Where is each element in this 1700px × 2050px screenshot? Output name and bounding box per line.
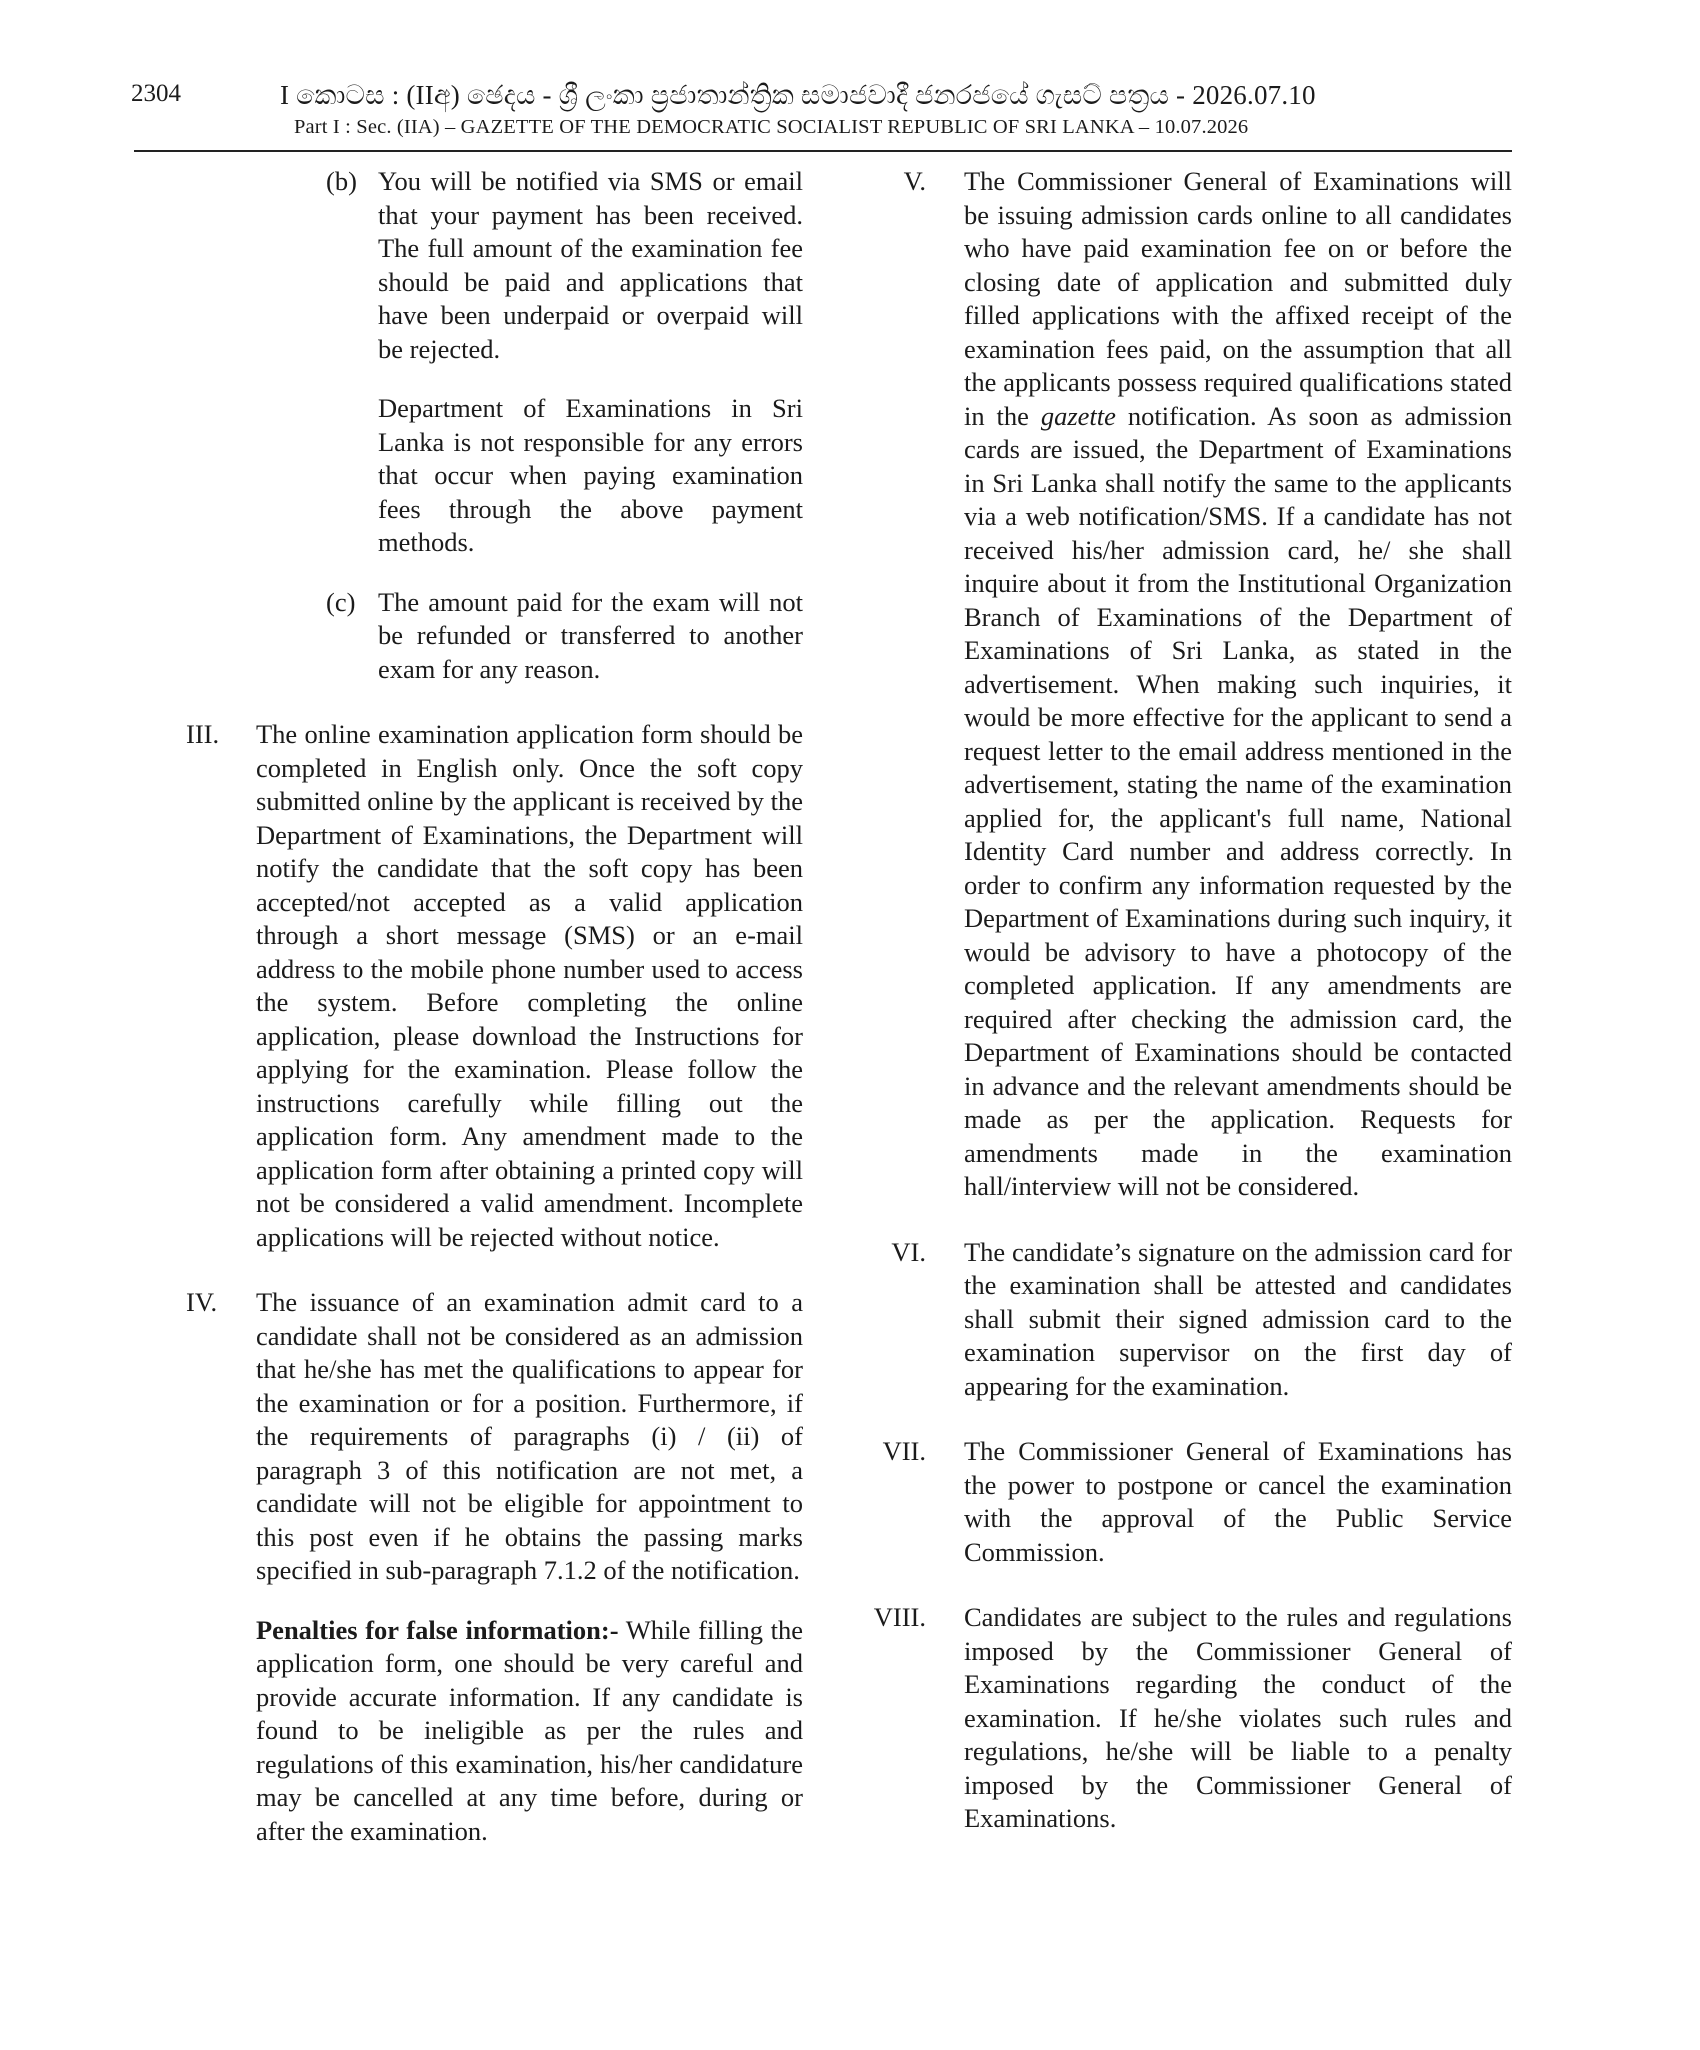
- item-viii-paragraph: Candidates are subject to the rules and regulations imposed by the Commissioner General of Examinations regarding the conduct of the examination. If he/she violates such rules and regulations, he/she will be liable to a penalty imposed by the Commissioner General of Examinations.: [964, 1602, 1512, 1833]
- item-v-italic-word: gazette: [1040, 400, 1116, 431]
- item-vii-marker: VII.: [882, 1436, 926, 1466]
- penalties-text: While filling the application form, one should be very careful and provide accurate information. If any candidate is found to be ineligible as per the rules and regulations of this examination, his/her candidature may be cancelled at any time before, during or after the examination.: [256, 1614, 803, 1846]
- item-vi-paragraph: The candidate’s signature on the admission card for the examination shall be attested and candidates shall submit their signed admission card to the examination supervisor on the first day of appearing for the examination.: [964, 1236, 1512, 1401]
- item-vi-marker: VI.: [891, 1236, 926, 1267]
- item-vii-paragraph: The Commissioner General of Examinations has the power to postpone or cancel the examination with the approval of the Public Service Commission.: [964, 1436, 1512, 1567]
- item-b-paragraph-2: Department of Examinations in Sri Lanka is not responsible for any errors that occur when paying examination fees through the above payment methods.: [378, 393, 803, 557]
- item-iv: [186, 1286, 803, 1848]
- header-rule: [134, 150, 1512, 152]
- item-c-paragraph: The amount paid for the exam will not be refunded or transferred to another exam for any reason.: [378, 586, 803, 684]
- item-iii: [186, 718, 803, 1254]
- item-viii: [862, 1601, 1512, 1836]
- item-iii-marker: III.: [186, 719, 220, 749]
- item-vii: [862, 1435, 1512, 1569]
- penalties-paragraph: [256, 1614, 803, 1849]
- header-sinhala-title: I කොටස : (IIඅ) ඡෙදය - ශ්‍රී ලංකා ප්‍රජාතාන්ත්‍රික සමාජවාදී ජනරජයේ ගැසට් පත්‍රය - 2026.07.10: [280, 80, 1316, 110]
- left-column: [186, 165, 803, 1848]
- item-b-paragraph-1: You will be notified via SMS or email that your payment has been received. The full amount of the examination fee should be paid and applications that have been underpaid or overpaid will be rejected.: [378, 166, 803, 364]
- item-iv-paragraph: The issuance of an examination admit card to a candidate shall not be considered as an admission that he/she has met the qualifications to appear for the examination or for a position. Furthermore, if the requirements of paragraphs (i) / (ii) of paragraph 3 of this notification are not met, a candidate will not be eligible for appointment to this post even if he obtains the passing marks specified in sub-paragraph 7.1.2 of the notification.: [256, 1287, 803, 1585]
- page-number: 2304: [131, 80, 181, 107]
- item-iii-paragraph: The online examination application form should be completed in English only. Once the soft copy submitted online by the applicant is received by the Department of Examinations, the Department will notify the candidate that the soft copy has been accepted/not accepted as a valid application through a short message (SMS) or an e-mail address to the mobile phone number used to access the system. Before completing the online application, please download the Instructions for applying for the examination. Please follow the instructions carefully while filling out the application form. Any amendment made to the application form after obtaining a printed copy will not be considered a valid amendment. Incomplete applications will be rejected without notice.: [256, 719, 803, 1252]
- item-viii-marker: VIII.: [873, 1602, 926, 1632]
- item-b-marker: (b): [326, 166, 357, 196]
- item-v-text-part-2: notification. As soon as admission cards are issued, the Department of Examinations in Sri Lanka shall notify the same to the applicants via a web notification/SMS. If a candidate has not received his/her admission card, he/ she shall inquire about it from the Institutional Organization Branch of Examinations of the Department of Examinations of Sri Lanka, as stated in the advertisement. When making such inquiries, it would be more effective for the applicant to send a request letter to the email address mentioned in the advertisement, stating the name of the examination applied for, the applicant's full name, National Identity Card number and address correctly. In order to confirm any information requested by the Department of Examinations during such inquiry, it would be advisory to have a photocopy of the completed application. If any amendments are required after checking the admission card, the Department of Examinations should be contacted in advance and the relevant amendments should be made as per the application. Requests for amendments made in the examination hall/interview will not be considered.: [964, 400, 1512, 1201]
- item-v: [862, 165, 1512, 1204]
- item-v-paragraph: [964, 165, 1512, 1204]
- item-c: [326, 586, 803, 687]
- item-v-marker: V.: [903, 166, 926, 196]
- right-column: [862, 165, 1512, 1836]
- item-iv-marker: IV.: [186, 1287, 218, 1317]
- header-english-title: Part I : Sec. (IIA) – GAZETTE OF THE DEMOCRATIC SOCIALIST REPUBLIC OF SRI LANKA – 10.07.2026: [294, 116, 1249, 138]
- item-vi: [862, 1236, 1512, 1404]
- item-b: [326, 165, 803, 560]
- item-v-text-part-1: The Commissioner General of Examinations will be issuing admission cards online to all candidates who have paid examination fee on or before the closing date of application and submitted duly filled applications with the affixed receipt of the examination fees paid, on the assumption that all the applicants possess required qualifications stated in the: [964, 166, 1512, 431]
- penalties-heading: Penalties for false information:-: [256, 1614, 619, 1645]
- item-c-marker: (c): [326, 586, 356, 617]
